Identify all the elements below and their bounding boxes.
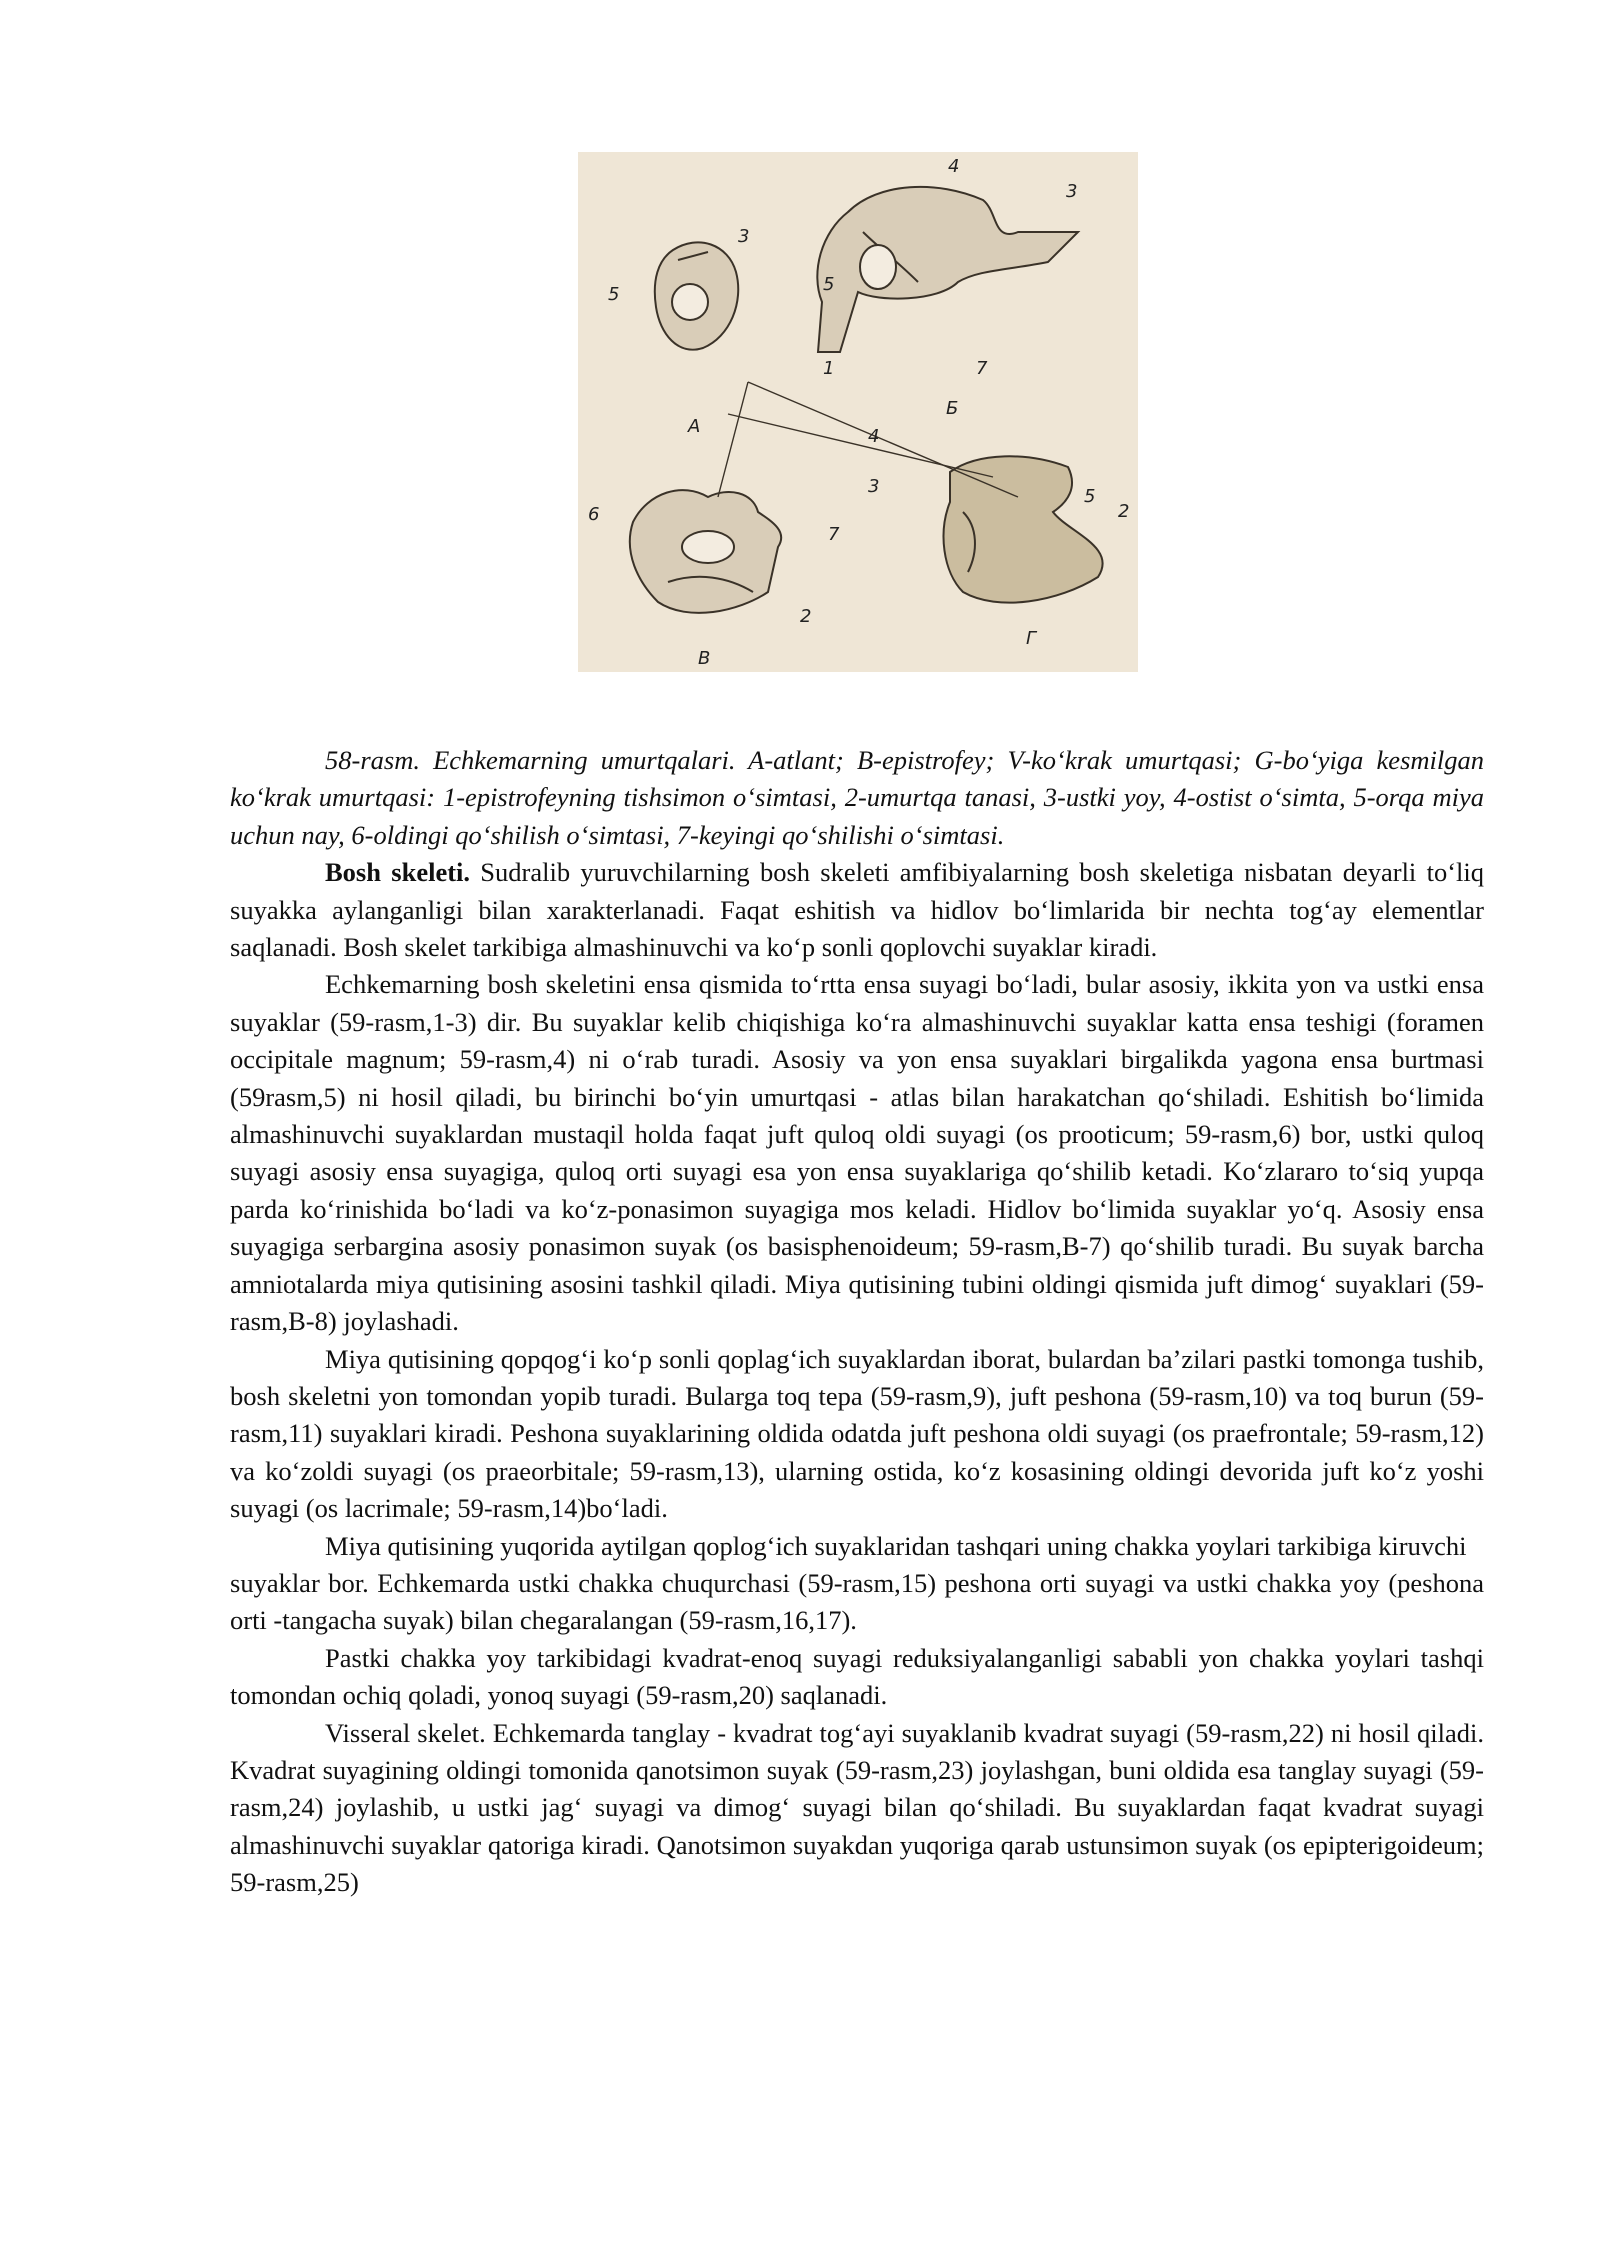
section-heading: Bosh skeleti.	[325, 857, 471, 888]
label-a-letter: A	[688, 416, 701, 437]
paragraph-lower-temporal: Pastki chakka yoy tarkibidagi kvadrat-enoq suyagi reduksiyalanganligi sababli yon chakka yoylari tashqi tomondan ochiq qoladi, yonoq suyagi (59-rasm,20) saqlanadi.	[230, 1642, 1484, 1711]
label-b-7: 7	[976, 358, 988, 379]
paragraph-temporal-arches-end: suyaklar bor. Echkemarda ustki chakka chuqurchasi (59-rasm,15) peshona orti suyagi va ustki chakka yoy (peshona orti -tangacha suyak) bilan chegaralangan (59-rasm,16,17).	[230, 1567, 1484, 1636]
paragraph-occipital: Echkemarning bosh skeletini ensa qismida to‘rtta ensa suyagi bo‘ladi, bular asosiy, ikkita yon va ustki ensa suyaklar (59-rasm,1-3) dir. Bu suyaklar kelib chiqishiga ko‘ra almashinuvchi suyaklar katta ensa teshigi (foramen occipitale magnum; 59-rasm,4) ni o‘rab turadi. Asosiy va yon ensa suyaklari birgalikda yagona ensa burtmasi (59rasm,5) ni hosil qiladi, bu birinchi bo‘yin umurtqasi - atlas bilan harakatchan qo‘shiladi. Eshitish bo‘limida almashinuvchi suyaklardan mustaqil holda faqat juft quloq oldi suyagi (os prooticum; 59-rasm,6) bor, ustki quloq suyagi asosiy ensa suyagiga, quloq orti suyagi esa yon ensa suyaklariga qo‘shilib ketadi. Ko‘zlararo to‘siq yupqa parda ko‘rinishida bo‘ladi va ko‘z-ponasimon suyagiga mos keladi. Hidlov bo‘limida suyaklar yo‘q. Asosiy ensa suyagiga serbargina asosiy ponasimon suyak (os basisphenoideum; 59-rasm,B-7) qo‘shilib turadi. Bu suyak barcha amniotalarda miya qutisining asosini tashkil qiladi. Miya qutisining tubini oldingi qismida juft dimog‘ suyaklari (59-rasm,B-8) joylashadi.	[230, 969, 1484, 1337]
vertebrae-figure	[578, 152, 1138, 672]
label-g-letter: Г	[1026, 628, 1037, 649]
label-shared-4: 4	[868, 426, 880, 447]
paragraph-temporal-arches-start: Miya qutisining yuqorida aytilgan qoplog‘ich suyaklaridan tashqari uning chakka yoylari tarkibiga kiruvchi	[325, 1530, 1467, 1561]
label-v-7: 7	[828, 524, 840, 545]
label-b-1: 1	[823, 358, 835, 379]
paragraph-cranial-roof: Miya qutisining qopqog‘i ko‘p sonli qoplag‘ich suyaklardan iborat, bulardan ba’zilari pastki tomonga tushib, bosh skeletni yon tomondan yopib turadi. Bularga toq tepa (59-rasm,9), juft peshona (59-rasm,10) va toq burun (59-rasm,11) suyaklari kiradi. Peshona suyaklarining oldida odatda juft peshona oldi suyagi (os praefrontale; 59-rasm,12) va ko‘zoldi suyagi (os praeorbitale; 59-rasm,13), ularning ostida, ko‘z kosasining oldingi devorida juft ko‘z yoshi suyagi (os lacrimale; 59-rasm,14)bo‘ladi.	[230, 1343, 1484, 1524]
paragraph-text: Sudralib yuruvchilarning bosh skeleti amfibiyalarning bosh skeletiga nisbatan deyarli to‘liq suyakka aylanganligi bilan xarakterlanadi. Faqat eshitish va hidlov bo‘limlarida bir nechta tog‘ay elementlar saqlanadi. Bosh skelet tarkibiga almashinuvchi va ko‘p sonli qoplovchi suyaklar kiradi.	[230, 857, 1484, 963]
paragraph-visceral-skeleton: Visseral skelet. Echkemarda tanglay - kvadrat tog‘ayi suyaklanib kvadrat suyagi (59-rasm,22) ni hosil qiladi. Kvadrat suyagining oldingi tomonida qanotsimon suyak (59-rasm,23) joylashgan, buni oldida esa tanglay suyagi (59-rasm,24) joylashib, u ustki jag‘ suyagi va dimog‘ suyagi bilan qo‘shiladi. Bu suyaklardan faqat kvadrat suyagi almashinuvchi suyaklar qatoriga kiradi. Qanotsimon suyakdan yuqoriga qarab ustunsimon suyak (os epipterigoideum; 59-rasm,25)	[230, 1717, 1484, 1898]
document-body	[230, 742, 1484, 1902]
label-shared-3: 3	[868, 476, 880, 497]
figure-caption: 58-rasm. Echkemarning umurtqalari. A-atlant; B-epistrofey; V-ko‘krak umurtqasi; G-bo‘yiga kesmilgan ko‘krak umurtqasi: 1-epistrofeyning tishsimon o‘simtasi, 2-umurtqa tanasi, 3-ustki yoy, 4-ostist o‘simta, 5-orqa miya uchun nay, 6-oldingi qo‘shilish o‘simtasi, 7-keyingi qo‘shilishi o‘simtasi.	[230, 745, 1484, 850]
figure-atlas-drawing	[655, 242, 738, 349]
label-a-5: 5	[608, 284, 620, 305]
label-b-5: 5	[823, 274, 835, 295]
label-v-letter: В	[698, 648, 711, 669]
label-b-4: 4	[948, 156, 960, 177]
paragraph-skull-skeleton	[230, 854, 1484, 966]
label-v-6: 6	[588, 504, 600, 525]
label-g-5: 5	[1084, 486, 1096, 507]
label-a-3: 3	[738, 226, 750, 247]
figure-thoracic-vertebra-drawing	[630, 490, 781, 613]
label-v-2: 2	[800, 606, 812, 627]
label-b-letter: Б	[946, 398, 959, 419]
figure-epistropheus-drawing	[817, 187, 1078, 352]
label-b-3: 3	[1066, 181, 1078, 202]
label-g-2: 2	[1118, 501, 1130, 522]
figure-section-drawing	[944, 456, 1103, 602]
